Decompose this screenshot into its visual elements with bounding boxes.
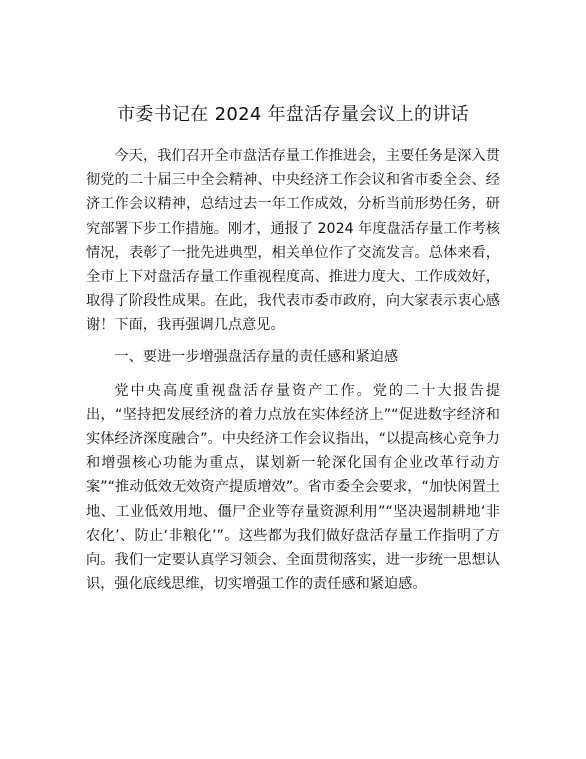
section-1-paragraph: 党中央高度重视盘活存量资产工作。党的二十大报告提出，“坚持把发展经济的着力点放在实体经济上”“促进数字经济和实体经济深度融合”。中央经济工作会议指出，“以提高核心竞争力和增强核心功能为重点，谋划新一轮深化国有企业改革行动方案”“推动低效无效资产提质增效”。省市委全会要求，“加快闲置土地、工业低效用地、僵尸企业等存量资源利用”“坚决遏制耕地‘非农化’、防止‘非粮化’”。这些都为我们做好盘活存量工作指明了方向。我们一定要认真学习领会、全面贯彻落实，进一步统一思想认识，强化底线思维，切实增强工作的责任感和紧迫感。 — [86, 382, 500, 593]
section-heading-1: 一、要进一步增强盘活存量的责任感和紧迫感 — [114, 348, 399, 365]
document-title: 市委书记在 2024 年盘活存量会议上的讲话 — [117, 104, 469, 125]
intro-paragraph: 今天，我们召开全市盘活存量工作推进会，主要任务是深入贯彻党的二十届三中全会精神、中央经济工作会议和省市委全会、经济工作会议精神，总结过去一年工作成效，分析当前形势任务，研究部署下步工作措施。刚才，通报了 2024 年度盘活存量工作考核情况，表彰了一批先进典型，相关单位作了交流发言。总体来看，全市上下对盘活存量工作重视程度高、推进力度大、工作成效好，取得了阶段性成果。在此，我代表市委市政府，向大家表示衷心感谢！下面，我再强调几点意见。 — [86, 148, 501, 334]
